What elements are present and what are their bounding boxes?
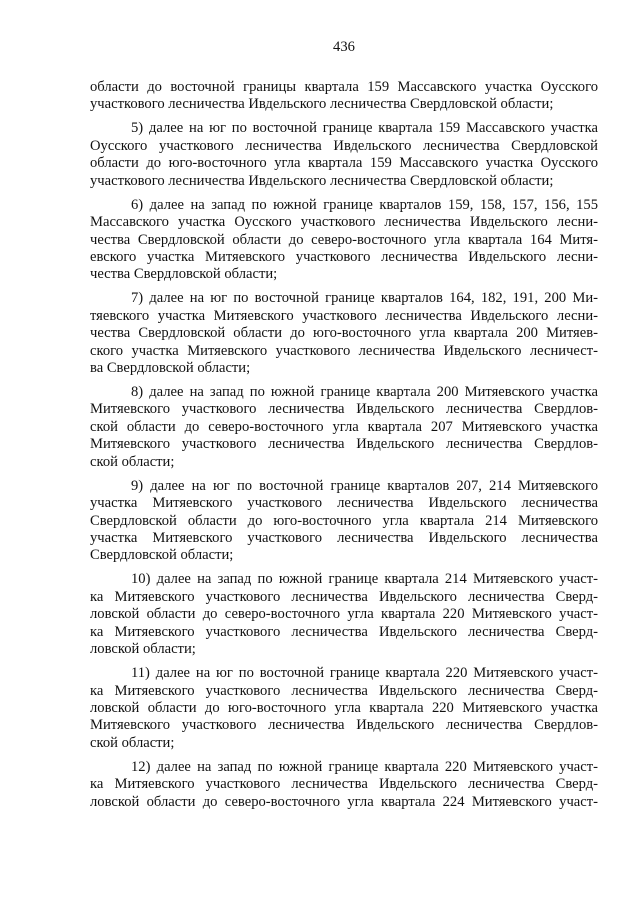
text-line: ловской области до юго-восточного угла квартала 220 Митяевского участка	[90, 699, 598, 716]
text-line: ка Митяевского участкового лесничества Ивдельского лесничества Сверд-	[90, 776, 598, 793]
text-line: 12) далее на запад по южной границе квартала 220 Митяевского участ-	[131, 758, 598, 775]
text-line: ловской области;	[90, 641, 196, 658]
paragraph	[90, 759, 598, 811]
paragraph	[90, 290, 598, 377]
document-body	[90, 79, 598, 818]
text-line: ва Свердловской области;	[90, 360, 251, 377]
text-line: Свердловской области до юго-восточного угла квартала 214 Митяевского	[90, 512, 598, 529]
text-line: 8) далее на запад по южной границе квартала 200 Митяевского участка	[131, 384, 598, 400]
text-line: участкового лесничества Ивдельского лесничества Свердловской области;	[90, 172, 554, 189]
text-line: 6) далее на запад по южной границе кварталов 159, 158, 157, 156, 155	[131, 196, 598, 213]
text-line: тяевского участка Митяевского участкового лесничества Ивдельского лесни-	[90, 307, 598, 324]
text-line: ской области;	[90, 734, 175, 751]
text-line: Митяевского участкового лесничества Ивдельского лесничества Свердлов-	[90, 436, 598, 453]
page-number: 436	[333, 39, 355, 55]
text-line: ка Митяевского участкового лесничества Ивдельского лесничества Сверд-	[90, 682, 598, 699]
text-line: чества Свердловской области до юго-восточного угла квартала 200 Митяев-	[90, 325, 598, 342]
text-line: ловской области до северо-восточного угла квартала 224 Митяевского участ-	[90, 793, 598, 810]
text-line: 9) далее на юг по восточной границе кварталов 207, 214 Митяевского	[131, 477, 598, 494]
text-line: ской области до северо-восточного угла квартала 207 Митяевского участка	[90, 418, 598, 435]
paragraph	[90, 478, 598, 565]
paragraph	[90, 79, 598, 114]
text-line: Массавского участка Оусского участкового лесничества Ивдельского лесни-	[90, 214, 598, 231]
paragraph	[90, 120, 598, 190]
text-line: ка Митяевского участкового лесничества Ивдельского лесничества Сверд-	[90, 588, 598, 605]
text-line: области до восточной границы квартала 159 Массавского участка Оусского	[90, 79, 598, 95]
text-line: ка Митяевского участкового лесничества Ивдельского лесничества Сверд-	[90, 623, 598, 640]
text-line: Митяевского участкового лесничества Ивдельского лесничества Свердлов-	[90, 401, 598, 418]
text-line: 5) далее на юг по восточной границе квартала 159 Массавского участка	[131, 120, 598, 137]
text-line: Митяевского участкового лесничества Ивдельского лесничества Свердлов-	[90, 717, 598, 734]
text-line: области до юго-восточного угла квартала 159 Массавского участка Оусского	[90, 155, 598, 172]
paragraph	[90, 571, 598, 658]
text-line: 11) далее на юг по восточной границе квартала 220 Митяевского участ-	[131, 665, 598, 682]
text-line: ского участка Митяевского участкового лесничества Ивдельского лесничест-	[90, 342, 598, 359]
text-line: ской области;	[90, 453, 175, 470]
paragraph	[90, 384, 598, 471]
text-line: Оусского участкового лесничества Ивдельского лесничества Свердловской	[90, 137, 598, 154]
paragraph	[90, 665, 598, 752]
text-line: чества Свердловской области;	[90, 266, 278, 283]
paragraph	[90, 197, 598, 284]
text-line: участка Митяевского участкового лесничества Ивдельского лесничества	[90, 495, 598, 512]
text-line: 7) далее на юг по восточной границе кварталов 164, 182, 191, 200 Ми-	[131, 290, 598, 307]
text-line: евского участка Митяевского участкового лесничества Ивдельского лесни-	[90, 248, 598, 265]
text-line: 10) далее на запад по южной границе квартала 214 Митяевского участ-	[131, 571, 598, 588]
text-line: Свердловской области;	[90, 547, 234, 564]
text-line: ловской области до северо-восточного угла квартала 220 Митяевского участ-	[90, 606, 598, 623]
text-line: участка Митяевского участкового лесничества Ивдельского лесничества	[90, 530, 598, 546]
text-line: чества Свердловской области до северо-восточного угла квартала 164 Митя-	[90, 231, 598, 248]
text-line: участкового лесничества Ивдельского лесничества Свердловской области;	[90, 96, 554, 113]
